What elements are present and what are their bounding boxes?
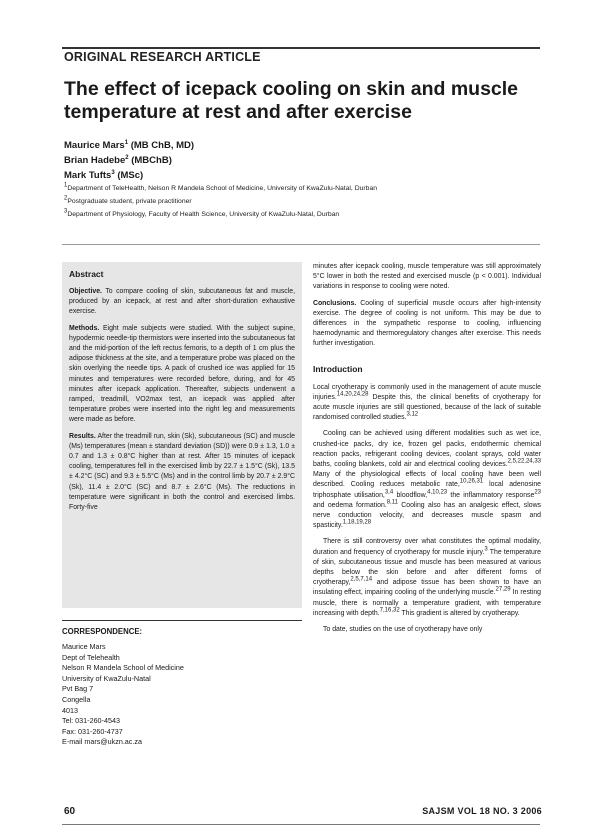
correspondence-line: Tel: 031-260-4543 [62,716,120,726]
abstract-box [62,262,302,608]
affiliation-2: $^2$Postgraduate student, private practitioner [64,195,192,205]
intro-paragraph-2: Cooling can be achieved using different modalities such as wet ice, crushed-ice packs, dry ice, frozen gel packs, endothermic chemical reaction packs, refrigerant cooling devices, coolant sprays, cold water baths, cooling blankets, cold air and electrical cooling devices.$^{2,5,22,24,33}$ Many of the physiological effects of local cooling have been well described. Cooling reduces metabolic rate,$^{10,26,31}$ local adenosine triphosphate utilisation,$^{3,4}$ bloodflow,$^{4,10,23}$ the inflammatory response$^{23}$ and oedema formation.$^{8,11}$ Cooling also has an analgesic effect, slows nerve conduction velocity, and decreases muscle spasm and spasticity.$^{1,18,19,28}$ [313,430,542,530]
correspondence-line: 4013 [62,705,78,715]
correspondence-line: Maurice Mars [62,642,106,651]
author-list [64,138,194,183]
correspondence-line: Nelson R Mandela School of Medicine [62,663,184,673]
correspondence-line: Fax: 031-260-4737 [62,726,123,736]
intro-paragraph-1: Local cryotherapy is commonly used in the management of acute muscle injuries.$^{14,20,24,28}$ Despite this, the clinical benefits of cryotherapy for acute muscle injuries are still questioned, because of the lack of suitable randomised controlled studies.$^{3,12}$ [313,383,541,422]
affiliation-3: $^3$Department of Physiology, Faculty of Health Science, University of KwaZulu-Natal, Durban [64,208,340,218]
correspondence-line: Pvt Bag 7 [62,684,94,694]
intro-paragraph-4: To date, studies on the use of cryotherapy have only [323,626,483,634]
abstract-objective: Objective. To compare cooling of skin, subcutaneous fat and muscle, produced by an icepack, at rest and after short-duration exhaustive exercise. [69,288,295,316]
journal-citation: SAJSM VOL 18 NO. 3 2006 [422,806,542,816]
introduction-heading: Introduction [313,363,363,374]
author-2: Brian Hadebe$^2$ (MBChB) [64,154,172,166]
page-number: 60 [64,806,76,817]
correspondence-box [62,620,302,748]
abstract-results: Results. After the treadmill run, skin (Sk), subcutaneous (SC) and muscle (Ms) temperatures (mean ± standard deviation (SD)) were 0.9 ± 1.3, 1.0 ± 0.7 and 1.3 ± 0.8°C higher than at rest. After 15 minutes of icepack cooling, temperatures fell in the exercised limb by 22.7 ± 1.5°C (Sk), 13.5 ± 4.2°C (SC) and 9.3 ± 5.5°C (Ms) and in the control limb by 20.7 ± 2.9°C (Sk), 11.4 ± 2.0°C (SC) and 8.7 ± 2.6°C (Ms). The reductions in temperature were significant in both the control and exercised limbs. Forty-five [69,432,295,512]
article-title: The effect of icepack cooling on skin and muscle temperature at rest and after exercise [64,78,519,123]
abstract-heading: Abstract [69,269,104,279]
abstract-results-continued: minutes after icepack cooling, muscle temperature was still approximately 5°C lower in both the rested and exercised muscle (p < 0.001). Individual variations in response to cooling were noted. [313,263,541,291]
correspondence-line: University of KwaZulu-Natal [62,673,151,683]
right-column [313,262,541,641]
correspondence-line: Dept of Telehealth [62,652,120,662]
abstract-conclusions: Conclusions. Cooling of superficial muscle occurs after high-intensity exercise. The degree of cooling is not uniform. This may be due to differences in the sympathetic response to cooling, influencing haemodynamic and thermoregulatory changes after exercise. This needs further investigation. [313,299,541,348]
header-divider [62,244,540,245]
author-1: Maurice Mars$^1$ (MB ChB, MD) [64,139,195,151]
correspondence-rule [62,620,302,621]
correspondence-line: Congella [62,694,91,704]
correspondence-heading: CORRESPONDENCE: [62,627,143,636]
header-rule [62,47,540,49]
correspondence-email[interactable]: E-mail mars@ukzn.ac.za [62,737,142,747]
section-label: ORIGINAL RESEARCH ARTICLE [64,50,261,64]
intro-paragraph-3: There is still controversy over what constitutes the optimal modality, duration and frequency of cryotherapy for muscle injury.$^3$ The temperature of skin, subcutaneous tissue and muscle has been measured at various depths below the skin before and after different forms of cryotherapy,$^{2,5,7,14}$ and adipose tissue has been shown to have an insulating effect, impairing cooling of the underlying muscle.$^{27,29}$ In resting muscle, there is normally a temperature gradient, with temperature increasing with depth.$^{7,16,32}$ This gradient is altered by cryotherapy. [313,538,542,617]
affiliation-1: $^1$Department of TeleHealth, Nelson R Mandela School of Medicine, University of KwaZulu-Natal, Durban [64,182,378,192]
footer-rule [62,824,540,825]
affiliation-list [64,184,377,223]
author-3: Mark Tufts$^3$ (MSc) [64,169,144,181]
abstract-methods: Methods. Eight male subjects were studied. With the subject supine, hypodermic needle-tip thermistors were inserted into the subcutaneous fat and the mid-portion of the left rectus femoris, to a depth of 1 cm plus the adipose thickness at the site, and a temperature probe was placed on the skin overlying the needle tips. A pack of crushed ice was applied for 15 minutes and temperatures were recorded before, during, and for 45 minutes after icepack application. Thereafter, subjects underwent a ramped, treadmill, VO2max test, an icepack was applied after temperature probes were inserted into the right leg and measurements were made as before. [69,324,295,424]
